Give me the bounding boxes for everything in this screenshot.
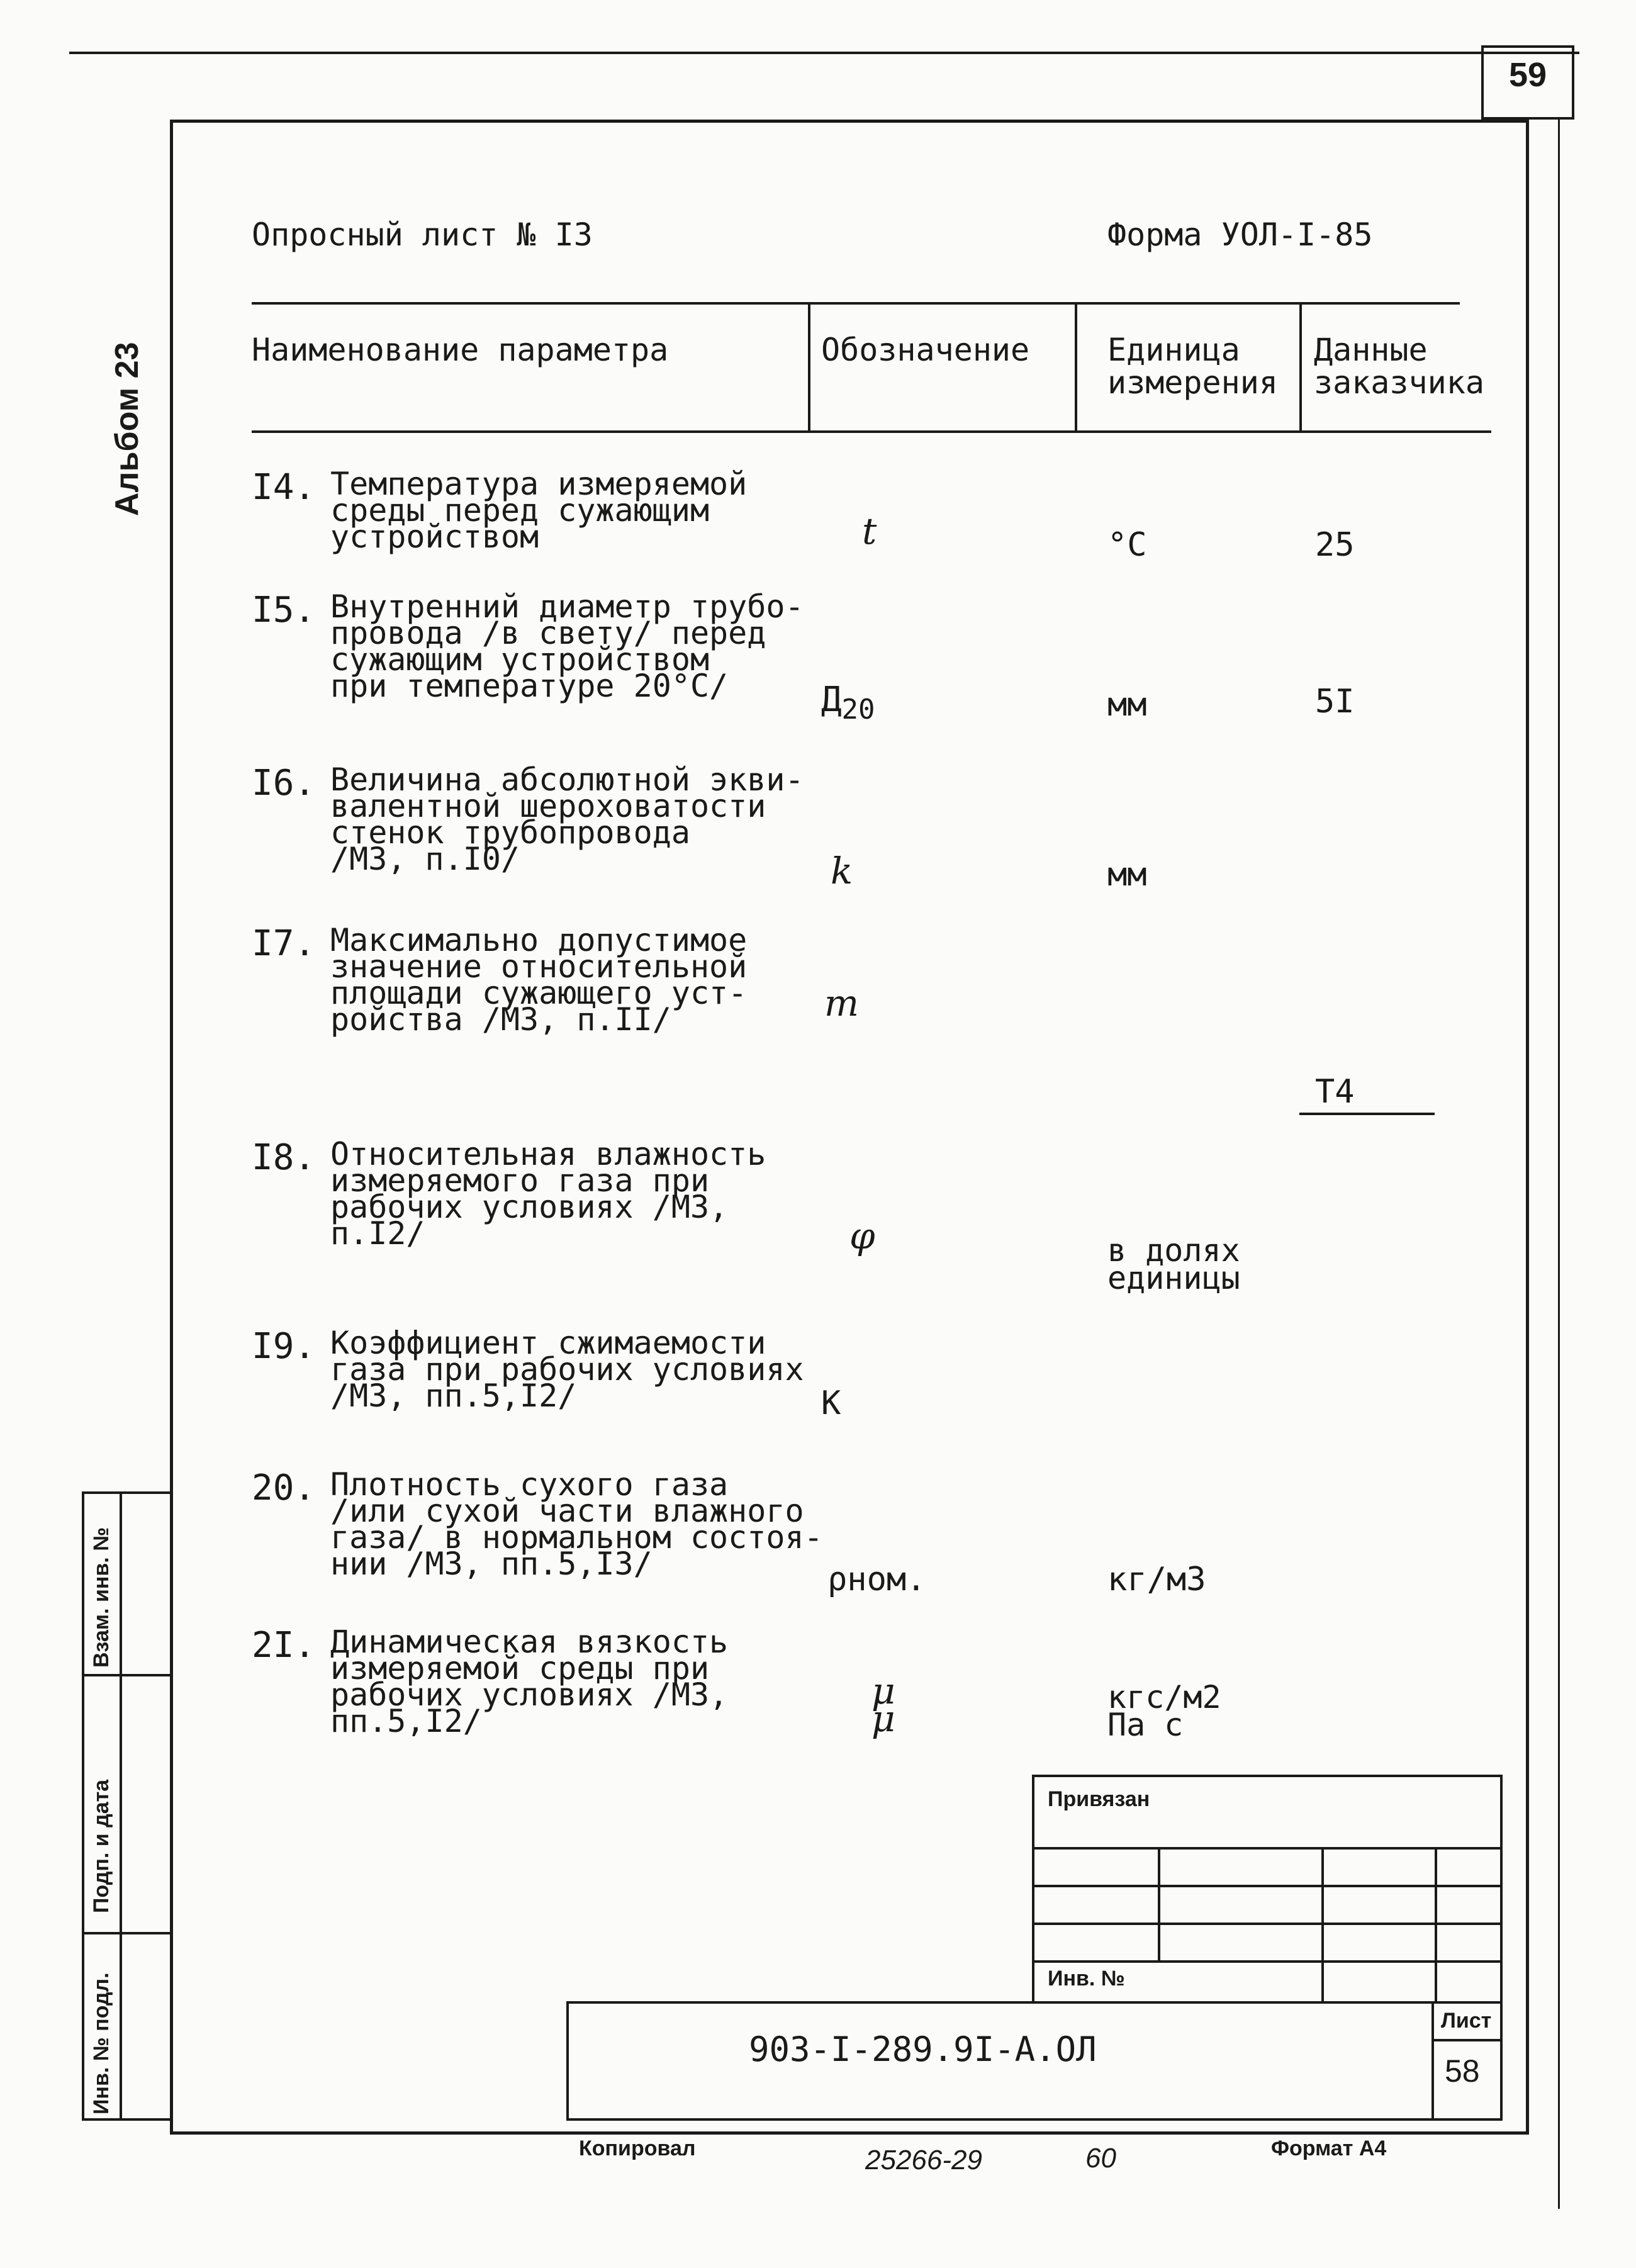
stamp-rule-4 (1032, 1960, 1503, 1963)
row-symbol: μ μ (871, 1670, 895, 1740)
row-unit: мм (1107, 686, 1147, 724)
album-label: Альбом 23 (109, 342, 145, 516)
form-code: Форма УОЛ-I-85 (1107, 216, 1373, 253)
row-symbol: φ (849, 1215, 875, 1257)
row-symbol: ρном. (827, 1561, 926, 1598)
row-number: I6. (252, 763, 316, 804)
page-number: 59 (1508, 56, 1547, 94)
row-text: Относительная влажность измеряемого газа при рабочих условиях /М3, п.I2/ (330, 1136, 766, 1252)
table-header-bottom-rule (252, 430, 1491, 433)
row-unit: мм (1107, 856, 1147, 894)
row-number: I9. (252, 1326, 316, 1367)
side-label-inv-podl: Инв. № подл. (89, 1972, 113, 2114)
stamp-inv-label: Инв. № (1048, 1967, 1125, 1990)
col-divider-2 (1075, 302, 1077, 432)
row-number: I4. (252, 467, 316, 508)
col-header-symbol: Обозначение (821, 332, 1030, 368)
side-stamp-rule-2 (82, 1932, 170, 1934)
right-edge-line (1558, 120, 1560, 2209)
t4-label: Т4 (1315, 1073, 1355, 1111)
row-text: Максимально допустимое значение относительной площади сужающего уст- ройства /М3, п.II/ (330, 922, 748, 1038)
footer-order: 25266-29 (865, 2145, 982, 2175)
row-unit: кгс/м2 Па с (1107, 1679, 1221, 1743)
sheet-divider (1432, 2001, 1434, 2121)
row-text: Плотность сухого газа /или сухой части влажного газа/ в нормальном состоя- нии /М3, пп.5,I3/ (330, 1466, 823, 1582)
stamp-vline-1 (1158, 1847, 1160, 1960)
row-unit: в долях единицы (1107, 1232, 1240, 1296)
col-header-data: Данные заказчика (1314, 332, 1484, 401)
stamp-rule-3 (1032, 1923, 1503, 1925)
footer-copied: Копировал (579, 2136, 696, 2160)
t4-underline (1299, 1113, 1435, 1115)
row-symbol: k (831, 850, 853, 892)
side-stamp-divider (120, 1491, 122, 2121)
form-title: Опросный лист № I3 (252, 216, 593, 253)
col-header-unit: Единица измерения (1107, 332, 1278, 401)
stamp-vline-3 (1435, 1847, 1437, 2001)
row-text: Внутренний диаметр трубо- провода /в свету/ перед сужающим устройством при температуре 20°C/ (330, 588, 804, 704)
top-rule (69, 52, 1579, 54)
row-symbol: К (821, 1384, 841, 1422)
side-stamp-rule-1 (82, 1674, 170, 1676)
stamp-vline-2 (1321, 1847, 1324, 2001)
row-value: 5I (1315, 683, 1355, 721)
sheet-number: 58 (1445, 2053, 1480, 2089)
doc-code: 903-I-289.9I-А.ОЛ (749, 2029, 1097, 2069)
stamp-rule-2 (1032, 1885, 1503, 1887)
row-symbol: t (862, 510, 877, 553)
table-top-rule (252, 302, 1460, 305)
row-text: Температура измеряемой среды перед сужающим устройством (330, 466, 748, 555)
row-unit: °C (1107, 526, 1147, 564)
side-label-podp: Подп. и дата (89, 1779, 113, 1913)
col-header-name: Наименование параметра (252, 332, 669, 368)
row-number: I5. (252, 590, 316, 631)
stamp-privyazan-label: Привязан (1048, 1787, 1150, 1811)
col-divider-3 (1299, 302, 1302, 432)
row-number: 20. (252, 1468, 316, 1508)
row-text: Динамическая вязкость измеряемой среды при рабочих условиях /М3, пп.5,I2/ (330, 1624, 729, 1739)
row-symbol-main: Д (821, 680, 842, 719)
row-unit: кг/м3 (1107, 1561, 1206, 1598)
row-text: Коэффициент сжимаемости газа при рабочих условиях /М3, пп.5,I2/ (330, 1325, 804, 1414)
row-text: Величина абсолютной экви- валентной шероховатости стенок трубопровода /М3, п.I0/ (330, 761, 804, 877)
footer-num: 60 (1085, 2143, 1116, 2174)
stamp-rule-1 (1032, 1847, 1503, 1850)
sheet-label-rule (1432, 2039, 1503, 2041)
row-symbol (821, 680, 875, 726)
row-symbol: m (824, 982, 859, 1025)
footer-format: Формат А4 (1271, 2136, 1387, 2160)
sheet-label: Лист (1441, 2009, 1492, 2033)
row-number: I8. (252, 1137, 316, 1178)
row-number: I7. (252, 923, 316, 964)
row-symbol-sub: 20 (841, 693, 875, 726)
col-divider-1 (808, 302, 810, 432)
row-value: 25 (1315, 526, 1355, 564)
side-label-vzam: Взам. инв. № (89, 1527, 113, 1668)
row-number: 2I. (252, 1625, 316, 1666)
